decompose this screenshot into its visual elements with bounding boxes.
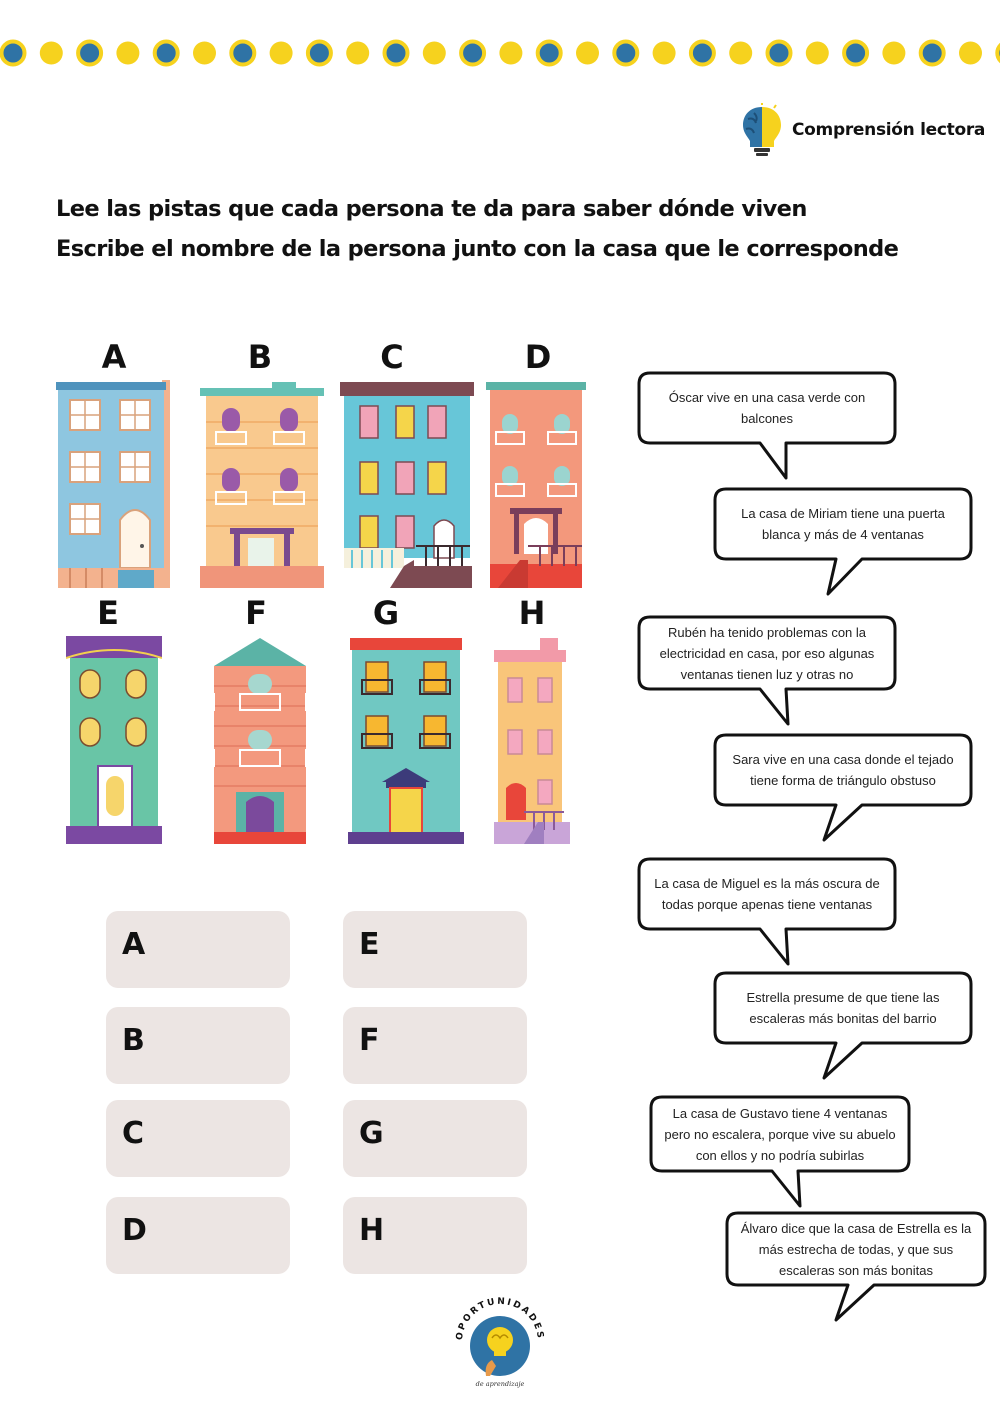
house-letter-e: E bbox=[97, 594, 119, 632]
house-a-illustration bbox=[56, 380, 172, 588]
house-letter-b: B bbox=[247, 338, 273, 376]
instruction-line-1: Lee las pistas que cada persona te da para saber dónde viven bbox=[56, 196, 807, 222]
oportunidades-logo bbox=[440, 1290, 560, 1390]
clue-bubble-2 bbox=[712, 486, 974, 598]
border-dot bbox=[882, 42, 905, 65]
border-dot bbox=[844, 42, 867, 65]
border-dot bbox=[231, 42, 254, 65]
answer-box-b[interactable] bbox=[106, 1007, 290, 1084]
clue-bubble-3 bbox=[636, 614, 898, 728]
dotted-border bbox=[0, 36, 1000, 70]
house-d-illustration bbox=[486, 380, 586, 588]
answer-box-e[interactable] bbox=[343, 911, 527, 988]
house-c-illustration bbox=[340, 380, 474, 588]
answer-box-f[interactable] bbox=[343, 1007, 527, 1084]
answer-input-a[interactable] bbox=[162, 927, 282, 973]
border-dot bbox=[346, 42, 369, 65]
border-dot bbox=[2, 42, 25, 65]
border-dot bbox=[385, 42, 408, 65]
clue-bubble-5 bbox=[636, 856, 898, 968]
answer-input-b[interactable] bbox=[162, 1023, 282, 1069]
house-letter-d: D bbox=[524, 338, 552, 376]
border-dot bbox=[40, 42, 63, 65]
border-dot bbox=[959, 42, 982, 65]
answer-box-c[interactable] bbox=[106, 1100, 290, 1177]
answer-box-d[interactable] bbox=[106, 1197, 290, 1274]
border-dot bbox=[921, 42, 944, 65]
border-dot bbox=[729, 42, 752, 65]
house-b-illustration bbox=[200, 382, 324, 588]
clue-bubble-6 bbox=[712, 970, 974, 1082]
answer-letter: E bbox=[359, 927, 380, 962]
house-letter-h: H bbox=[518, 594, 546, 632]
clue-text-6: Estrella presume de que tiene las escaleras más bonitas del barrio bbox=[746, 990, 940, 1026]
answer-letter: C bbox=[122, 1116, 145, 1151]
brain-bulb-icon bbox=[740, 103, 784, 157]
clue-bubble-4 bbox=[712, 732, 974, 844]
answer-input-g[interactable] bbox=[399, 1116, 519, 1162]
answer-input-d[interactable] bbox=[162, 1213, 282, 1259]
border-dot bbox=[116, 42, 139, 65]
clue-text-8: Álvaro dice que la casa de Estrella es la más estrecha de todas, y que sus escaleras son más bonitas bbox=[740, 1220, 972, 1278]
answer-input-f[interactable] bbox=[399, 1023, 519, 1069]
clue-text-3: Rubén ha tenido problemas con la electricidad en casa, por eso algunas ventanas tienen luz y otras no bbox=[659, 624, 875, 682]
answer-input-e[interactable] bbox=[399, 927, 519, 973]
border-dot bbox=[538, 42, 561, 65]
clue-text-1: Óscar vive en una casa verde con balcones bbox=[668, 390, 866, 426]
clue-bubble-8 bbox=[724, 1210, 988, 1324]
answer-box-g[interactable] bbox=[343, 1100, 527, 1177]
house-g-illustration bbox=[348, 636, 464, 844]
border-dot bbox=[461, 42, 484, 65]
answer-letter: H bbox=[359, 1213, 385, 1248]
answer-input-h[interactable] bbox=[399, 1213, 519, 1259]
clue-text-4: Sara vive en una casa donde el tejado tiene forma de triángulo obstuso bbox=[732, 752, 954, 788]
logo-sub-text: de aprendizaje bbox=[475, 1380, 525, 1388]
house-letter-g: G bbox=[372, 594, 400, 632]
border-dot bbox=[499, 42, 522, 65]
clue-bubble-1 bbox=[636, 370, 898, 482]
clue-text-2: La casa de Miriam tiene una puerta blanca y más de 4 ventanas bbox=[741, 506, 945, 542]
answer-letter: A bbox=[122, 927, 146, 962]
answer-letter: B bbox=[122, 1023, 145, 1058]
answer-box-h[interactable] bbox=[343, 1197, 527, 1274]
border-dot bbox=[691, 42, 714, 65]
house-letter-a: A bbox=[101, 338, 127, 376]
house-letter-f: F bbox=[245, 594, 267, 632]
answer-box-a[interactable] bbox=[106, 911, 290, 988]
border-dot bbox=[270, 42, 293, 65]
house-letter-c: C bbox=[380, 338, 404, 376]
border-dot bbox=[193, 42, 216, 65]
answer-letter: F bbox=[359, 1023, 380, 1058]
logo-arc-text: OPORTUNIDADES bbox=[454, 1296, 546, 1341]
clue-bubble-7 bbox=[648, 1094, 912, 1210]
border-dot bbox=[576, 42, 599, 65]
border-dot bbox=[768, 42, 791, 65]
answer-letter: G bbox=[359, 1116, 384, 1151]
house-h-illustration bbox=[494, 636, 570, 844]
border-dot bbox=[308, 42, 331, 65]
border-dot bbox=[78, 42, 101, 65]
border-dot bbox=[155, 42, 178, 65]
instruction-line-2: Escribe el nombre de la persona junto con la casa que le corresponde bbox=[56, 236, 899, 262]
border-dot bbox=[806, 42, 829, 65]
brand bbox=[740, 102, 985, 158]
house-f-illustration bbox=[200, 636, 320, 844]
house-e-illustration bbox=[66, 636, 162, 844]
answer-letter: D bbox=[122, 1213, 147, 1248]
border-dot bbox=[614, 42, 637, 65]
border-dot bbox=[423, 42, 446, 65]
clue-text-5: La casa de Miguel es la más oscura de todas porque apenas tiene ventanas bbox=[654, 876, 880, 912]
clue-text-7: La casa de Gustavo tiene 4 ventanas pero no escalera, porque vive su abuelo con ellos y no podría subirlas bbox=[664, 1105, 896, 1163]
border-dot bbox=[653, 42, 676, 65]
answer-input-c[interactable] bbox=[162, 1116, 282, 1162]
brand-title: Comprensión lectora bbox=[792, 120, 986, 140]
